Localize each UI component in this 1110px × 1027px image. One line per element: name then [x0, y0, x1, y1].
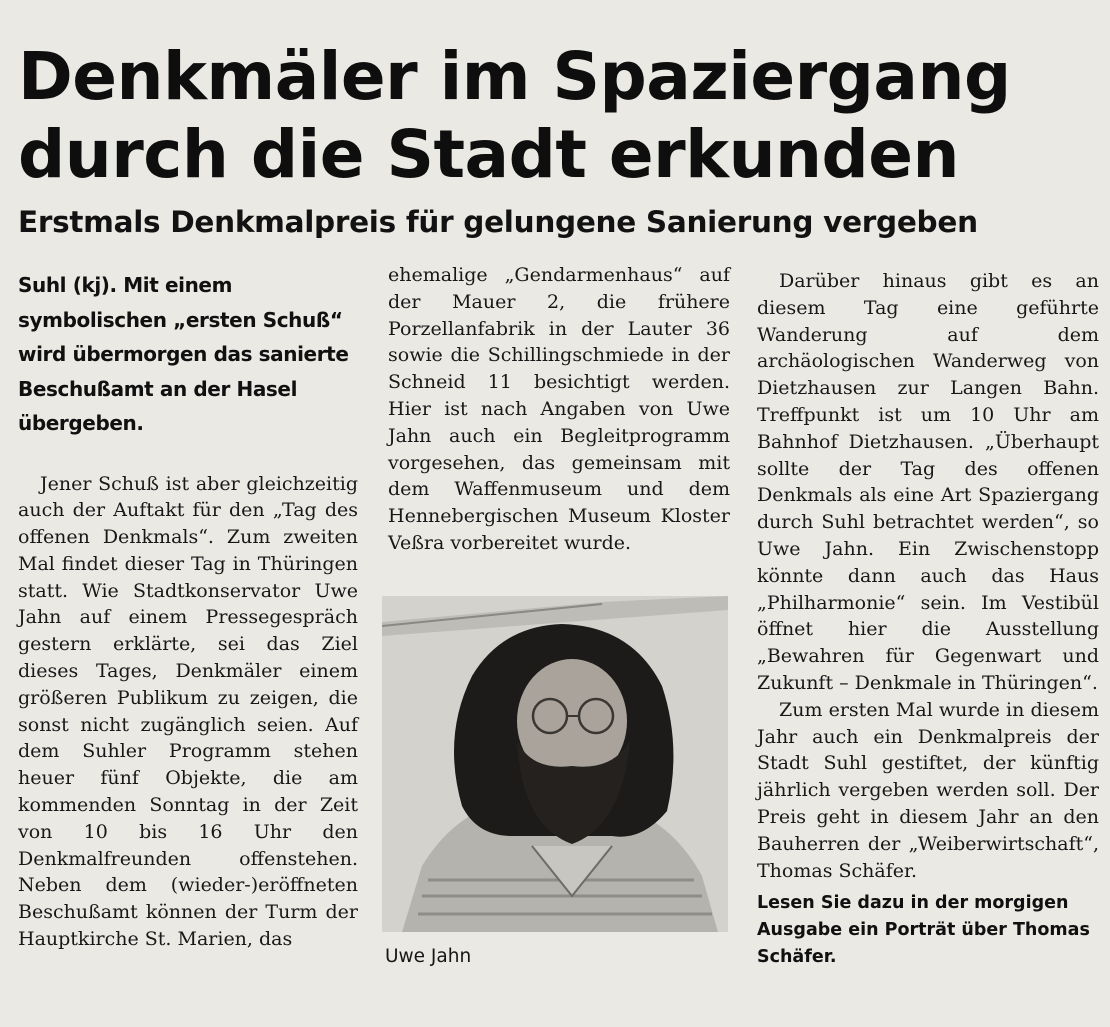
headline [18, 38, 1098, 194]
headline-line-2: durch die Stadt erkunden [18, 116, 960, 193]
column-3 [757, 268, 1099, 971]
portrait-image [382, 596, 728, 932]
column-3-outro: Lesen Sie dazu in der morgigen Ausgabe ein Porträt über Thomas Schäfer. [757, 893, 1090, 968]
portrait-photo [382, 596, 728, 932]
headline-line-1: Denkmäler im Spaziergang [18, 38, 1011, 115]
column-1-body: Jener Schuß ist aber gleichzeitig auch der Auftakt für den „Tag des offenen Denkmals“. Zum zweiten Mal findet dieser Tag in Thüringen statt. Wie Stadtkonservator Uwe Jahn auf einem Pressegespräch gestern erklärte, sei das Ziel dieses Tages, Denkmäler einem größeren Publikum zu zeigen, die sonst nicht zugänglich seien. Auf dem Suhler Programm stehen heuer fünf Objekte, die am kommenden Sonntag in der Zeit von 10 bis 16 Uhr den Denkmalfreunden offenstehen. Neben dem (wieder-)eröffneten Beschußamt können der Turm der Hauptkirche St. Marien, das [18, 472, 358, 951]
column-2 [388, 262, 730, 557]
column-1 [18, 268, 358, 953]
column-2-body: ehemalige „Gendarmenhaus“ auf der Mauer 2, die frühere Porzellanfabrik in der Lauter 36 sowie die Schillingschmiede in der Schneid 11 besichtigt werden. Hier ist nach Angaben von Uwe Jahn auch ein Begleitprogramm vorgesehen, das gemeinsam mit dem Waffenmuseum und dem Hennebergischen Museum Kloster Veßra vorbereitet wurde. [388, 264, 730, 554]
lead-paragraph: Suhl (kj). Mit einem symbolischen „ersten Schuß“ wird übermorgen das sanierte Beschußamt an der Hasel übergeben. [18, 273, 349, 435]
photo-caption: Uwe Jahn [385, 946, 472, 967]
column-3-paragraph-2: Zum ersten Mal wurde in diesem Jahr auch ein Denkmalpreis der Stadt Suhl gestiftet, der künftig jährlich vergeben werden soll. Der Preis geht in diesem Jahr an den Bauherren der „Weiberwirtschaft“, Thomas Schäfer. [757, 698, 1099, 882]
subheadline: Erstmals Denkmalpreis für gelungene Sanierung vergeben [18, 205, 978, 239]
column-3-paragraph-1: Darüber hinaus gibt es an diesem Tag eine geführte Wanderung auf dem archäologischen Wanderweg von Dietzhausen zur Langen Bahn. Treffpunkt ist um 10 Uhr am Bahnhof Dietzhausen. „Überhaupt sollte der Tag des offenen Denkmals als eine Art Spaziergang durch Suhl betrachtet werden“, so Uwe Jahn. Ein Zwischenstopp könnte dann auch das Haus „Philharmonie“ sein. Im Vestibül öffnet hier die Ausstellung „Bewahren für Gegenwart und Zukunft – Denkmale in Thüringen“. [757, 270, 1099, 694]
